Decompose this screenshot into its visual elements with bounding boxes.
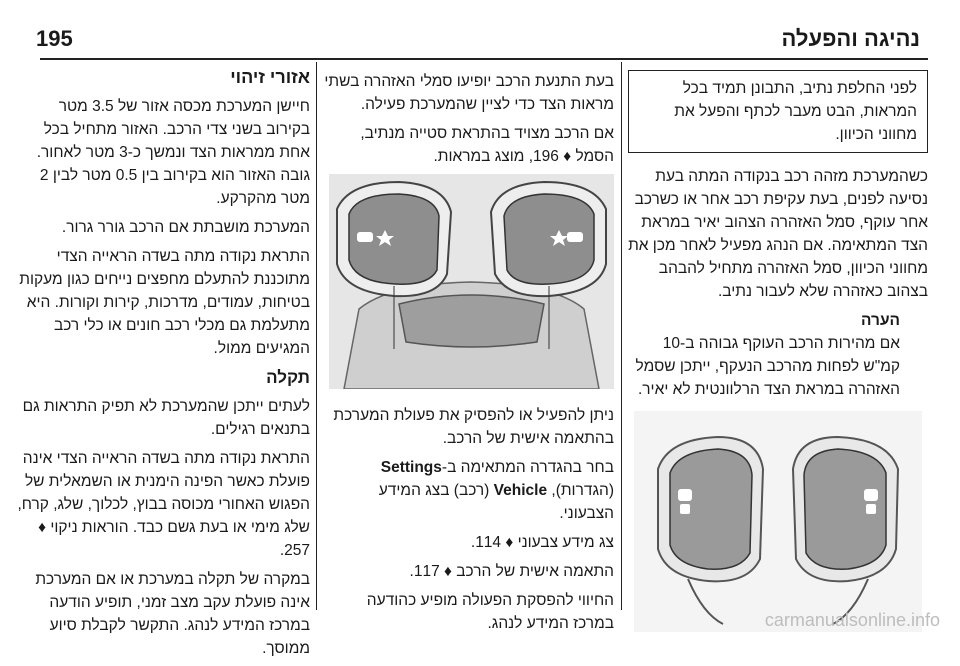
paragraph: התראת נקודה מתה בשדה הראייה הצדי אינה פועלת כאשר הפינה הימנית או השמאלית של הפגוש האחורי מכוסה בבוץ, לכלוך, שלג, קרח, שלג מימי או בעת גשם כבד. הוראות ניקוי ♦ 257. <box>17 450 310 559</box>
paragraph: התראת נקודה מתה בשדה הראייה הצדי מתוכננת להתעלם מחפצים נייחים כגון מעקות בטיחות, עמודים, מדרכות, קירות וקורות. היא מתעלמת גם מכלי רכב חונים או כלי רכב המגיעים ממול. <box>19 248 310 357</box>
cross-reference: התאמה אישית של הרכב ♦ 117. <box>409 563 614 580</box>
mirror-flashing-image <box>628 409 928 634</box>
column-divider-right <box>621 62 622 610</box>
right-column <box>628 70 928 641</box>
page-header <box>0 0 960 58</box>
mirrors-rear-view-image <box>329 174 614 389</box>
mirror-illustration-rear <box>324 174 614 396</box>
note-body: אם מהירות הרכב העוקף גבוהה ב-10 קמ"ש לפחות מהרכב הנעקף, ייתכן שסמל האזהרה במראת הצד הרלוונטית לא יאיר. <box>635 335 900 398</box>
watermark: carmanualsonline.info <box>764 610 940 630</box>
paragraph: ניתן להפעיל או להפסיק את פעולת המערכת בהתאמה אישית של הרכב. <box>333 407 614 447</box>
heading-detection-zones: אזורי זיהוי <box>230 67 310 87</box>
paragraph: בעת התנעת הרכב יופיעו סמלי האזהרה בשתי מראות הצד כדי לציין שהמערכת פעילה. <box>324 73 614 113</box>
paragraph: החיווי להפסקת הפעולה מופיע כהודעה במרכז המידע לנהג. <box>366 592 614 632</box>
mirror-illustration-flashing <box>628 409 928 641</box>
settings-instructions: בחר בהגדרה המתאימה ב-Settings (הגדרות), Vehicle (רכב) בצג המידע הצבעוני. <box>378 459 614 522</box>
cross-reference: צג מידע צבעוני ♦ 114. <box>470 534 614 551</box>
header-divider <box>40 58 928 60</box>
paragraph: כשהמערכת מזהה רכב בנקודה המתה בעת נסיעה לפנים, בעת עקיפת רכב אחר או כשרכב אחר עוקף, סמל האזהרה הצהוב יאיר במראת הצד המתאימה. אם הנהג מפעיל לאחר מכן את מחווני הכיוון, סמל האזהרה מתחיל להבהב בצהוב כאזהרה שלא לעבור נתיב. <box>628 168 928 300</box>
warning-box <box>628 70 928 153</box>
paragraph: אם הרכב מצויד בהתראת סטייה מנתיב, הסמל ♦ 196, מוצג במראות. <box>360 125 614 165</box>
note <box>628 309 928 401</box>
paragraph: במקרה של תקלה במערכת או אם המערכת אינה פועלת עקב מצב זמני, תופיע הודעה במרכז המידע לנהג. התקשר לקבלת סיוע ממוסך. <box>35 571 310 657</box>
left-column <box>14 66 310 666</box>
note-title: הערה <box>861 312 900 329</box>
section-title: נהיגה והפעלה <box>781 26 920 51</box>
paragraph: לעתים ייתכן שהמערכת לא תפיק התראות גם בתנאים רגילים. <box>22 398 310 438</box>
paragraph: חיישן המערכת מכסה אזור של 3.5 מטר בקירוב בשני צדי הרכב. האזור מתחיל בכל אחת ממראות הצד ונמשך כ-3 מטר לאחור. גובה האזור הוא בקירוב בין 0.5 מטר לבין 2 מטר מהקרקע. <box>36 98 310 207</box>
column-divider-left <box>316 62 317 610</box>
page-number: 195 <box>36 26 73 51</box>
paragraph: המערכת מושבתת אם הרכב גורר גרור. <box>61 219 310 236</box>
middle-column <box>324 70 614 641</box>
heading-malfunction: תקלה <box>266 368 310 387</box>
warning-box-text: לפני החלפת נתיב, התבונן תמיד בכל המראות, הבט מעבר לכתף והפעל את מחווני הכיוון. <box>674 80 917 143</box>
